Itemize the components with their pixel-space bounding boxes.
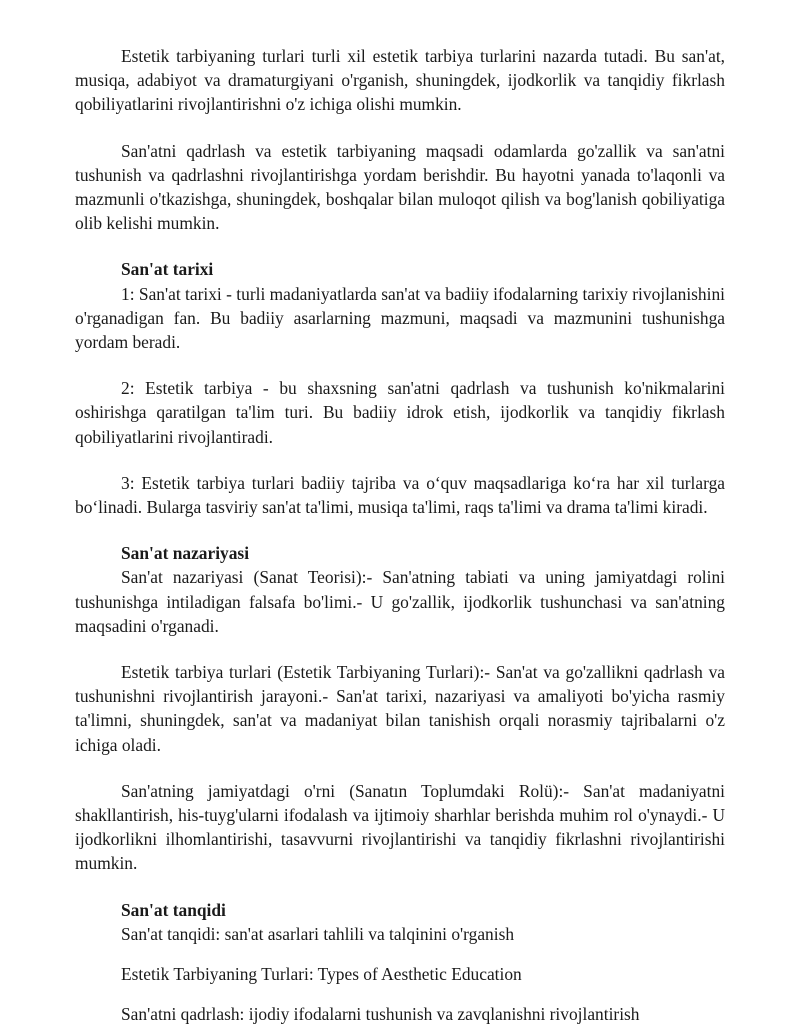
history-paragraph-3: 3: Estetik tarbiya turlari badiiy tajriba va o‘quv maqsadlariga ko‘ra har xil turlarga bo‘linadi. Bularga tasviriy san'at ta'limi, musiqa ta'limi, raqs ta'limi va drama ta'limi kiradi.: [75, 472, 725, 518]
theory-paragraph-2: Estetik tarbiya turlari (Estetik Tarbiyaning Turlari):- San'at va go'zallikni qadrlash va tushunishni rivojlantirish jarayoni.- San'at tarixi, nazariyasi va amaliyoti bo'yicha rasmiy ta'limni, shuningdek, san'at va madaniyat bilan tanishish orqali norasmiy tajribalarni o'z ichiga oladi.: [75, 662, 725, 755]
criticism-line-3: San'atni qadrlash: ijodiy ifodalarni tushunish va zavqlanishni rivojlantirish: [121, 1004, 640, 1025]
history-paragraph-1: 1: San'at tarixi - turli madaniyatlarda san'at va badiiy ifodalarning tarixiy rivojlanishini o'rganadigan fan. Bu badiiy asarlarning mazmuni, maqsadi va mazmunini tushunishga yordam beradi.: [75, 283, 725, 353]
history-paragraph-2: 2: Estetik tarbiya - bu shaxsning san'atni qadrlash va tushunish ko'nikmalarini oshirishga qaratilgan ta'lim turi. Bu badiiy idrok etish, ijodkorlik va tanqidiy fikrlash qobiliyatlarini rivojlantiradi.: [75, 378, 725, 447]
criticism-line-2: Estetik Tarbiyaning Turlari: Types of Aesthetic Education: [121, 964, 522, 985]
intro-paragraph-2: San'atni qadrlash va estetik tarbiyaning maqsadi odamlarda go'zallik va san'atni tushunish va qadrlashni rivojlantirishga yordam berishdir. Bu hayotni yanada to'laqonli va mazmunli o'tkazishga, shuningdek, boshqalar bilan muloqot qilish va bog'lanish qobiliyatiga olib kelishi mumkin.: [75, 140, 725, 234]
heading-art-theory: San'at nazariyasi: [121, 543, 250, 564]
theory-paragraph-1: San'at nazariyasi (Sanat Teorisi):- San'atning tabiati va uning jamiyatdagi rolini tushunishga intiladigan falsafa bo'limi.- U go'zallik, ijodkorlik tushunchasi va san'atning maqsadini o'rganadi.: [75, 567, 725, 636]
document-page: [75, 44, 725, 1027]
theory-paragraph-3: San'atning jamiyatdagi o'rni (Sanatın Toplumdaki Rolü):- San'at madaniyatni shakllantirish, his-tuyg'ularni ifodalash va ijtimoiy sharhlar berishda muhim rol o'ynaydi.- U ijodkorlikni ilhomlantirishi, tasavvurni rivojlantirishi va tanqidiy fikrlashni rivojlantirishi mumkin.: [75, 780, 725, 874]
heading-art-history: San'at tarixi: [121, 259, 214, 280]
heading-art-criticism: San'at tanqidi: [121, 899, 226, 920]
intro-paragraph-1: Estetik tarbiyaning turlari turli xil estetik tarbiya turlarini nazarda tutadi. Bu san'at, musiqa, adabiyot va dramaturgiyani o'rganish, shuningdek, ijodkorlik va tanqidiy fikrlash qobiliyatlarini rivojlantirishni o'z ichiga olishi mumkin.: [75, 46, 725, 115]
criticism-line-1: San'at tanqidi: san'at asarlari tahlili va talqinini o'rganish: [121, 923, 515, 944]
